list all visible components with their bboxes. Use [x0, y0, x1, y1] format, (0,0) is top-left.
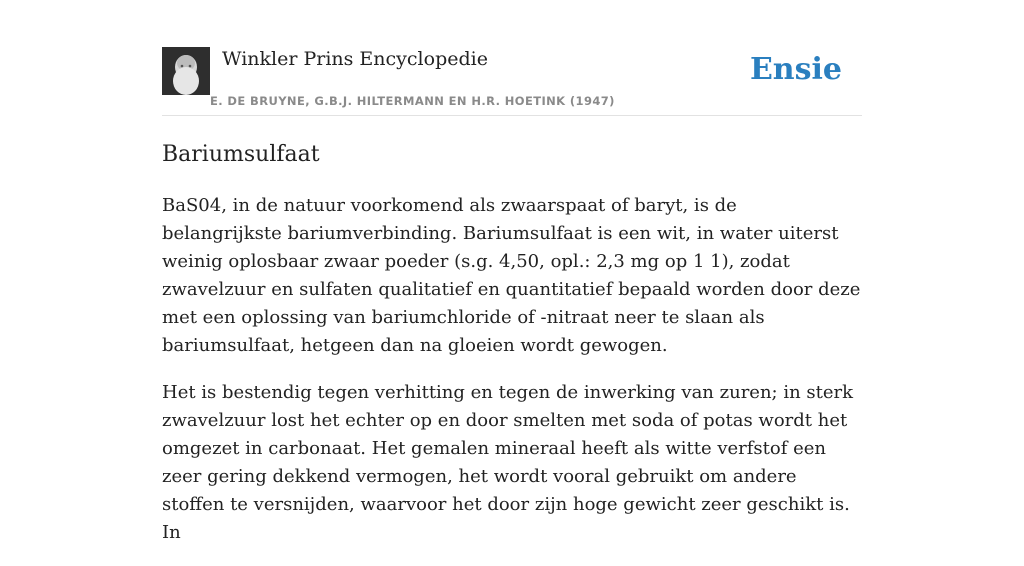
article-paragraph: BaS04, in de natuur voorkomend als zwaarspaat of baryt, is de belangrijkste bariumverbinding. Bariumsulfaat is een wit, in water uiterst weinig oplosbaar zwaar poeder (s.g. 4,50, opl.: 2,3 mg op 1 1), zodat zwavelzuur en sulfaten qualitatief en quantitatief bepaald worden door deze met een oplossing van bariumchloride of -nitraat neer te slaan als bariumsulfaat, hetgeen dan na gloeien wordt gewogen. — [162, 195, 861, 356]
article-paragraph: Het is bestendig tegen verhitting en tegen de inwerking van zuren; in sterk zwavelzuur lost het echter op en door smelten met soda of potas wordt het omgezet in carbonaat. Het gemalen mineraal heeft als witte verfstof een zeer gering dekkend vermogen, het wordt vooral gebruikt om andere stoffen te versnijden, waarvoor het door zijn hoge gewicht zeer geschikt is. In — [162, 382, 854, 543]
source-authors: E. DE BRUYNE, G.B.J. HILTERMANN EN H.R. HOETINK (1947) — [210, 94, 615, 108]
source-title[interactable]: Winkler Prins Encyclopedie — [222, 48, 488, 70]
author-avatar[interactable] — [162, 47, 210, 95]
source-header — [162, 40, 862, 116]
author-portrait-icon — [162, 47, 210, 95]
article-body — [162, 192, 862, 566]
brand-logo[interactable]: Ensie — [749, 52, 842, 87]
article-title: Bariumsulfaat — [162, 142, 320, 167]
